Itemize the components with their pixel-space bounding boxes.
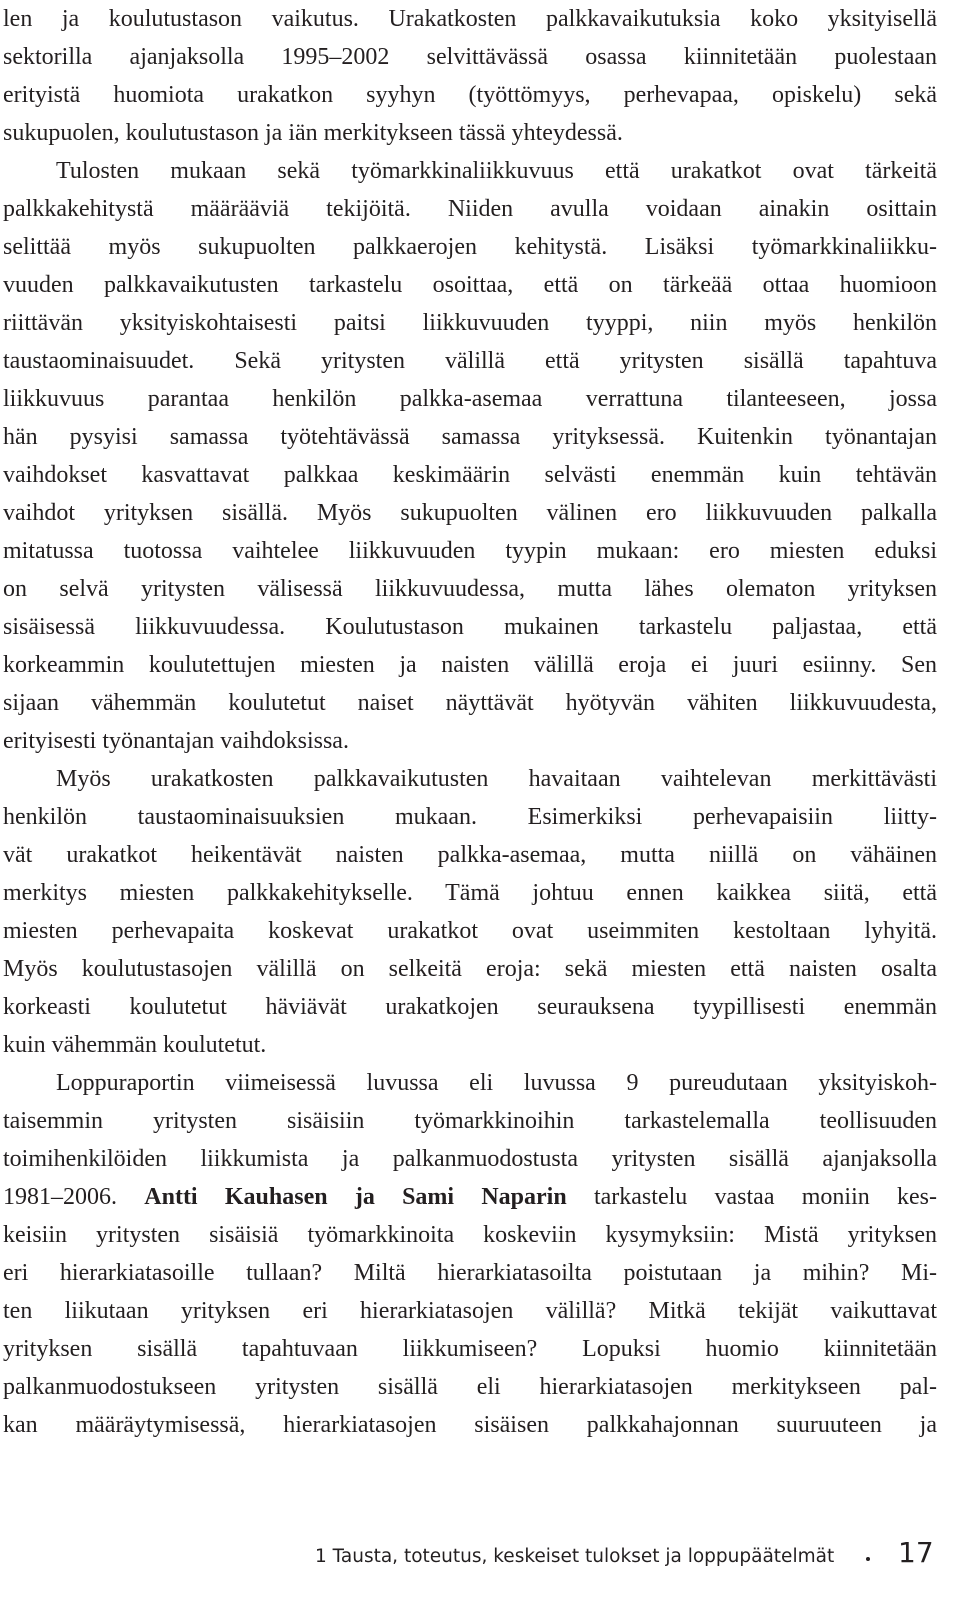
page-footer — [0, 1536, 960, 1576]
text-line-with-authors — [3, 1178, 937, 1216]
text-line: on selvä yritysten välisessä liikkuvuudessa, mutta lähes olematon yrityksen — [3, 576, 937, 602]
text-line: mitatussa tuotossa vaihtelee liikkuvuuden tyypin mukaan: ero miesten eduksi — [3, 538, 937, 564]
text-line: eri hierarkiatasoille tullaan? Miltä hierarkiatasoilta poistutaan ja mihin? Mi- — [3, 1260, 937, 1286]
text-line: toimihenkilöiden liikkumista ja palkanmuodostusta yritysten sisällä ajanjaksolla — [3, 1146, 937, 1172]
text-line: vuuden palkkavaikutusten tarkastelu osoittaa, että on tärkeää ottaa huomioon — [3, 272, 937, 298]
text-line: selittää myös sukupuolten palkkaerojen kehitystä. Lisäksi työmarkkinaliikku- — [3, 234, 937, 260]
text-line: merkitys miesten palkkakehitykselle. Tämä johtuu ennen kaikkea siitä, että — [3, 880, 937, 906]
author-names: Antti Kauhasen ja Sami Naparin — [144, 1184, 567, 1210]
text-line: hän pysyisi samassa työtehtävässä samassa yrityksessä. Kuitenkin työnantajan — [3, 424, 937, 450]
text-line: korkeammin koulutettujen miesten ja naisten välillä eroja ei juuri esiinny. Sen — [3, 652, 937, 678]
text-line: keisiin yritysten sisäisiä työmarkkinoita koskeviin kysymyksiin: Mistä yrityksen — [3, 1222, 937, 1248]
paragraph-first-line: Tulosten mukaan sekä työmarkkinaliikkuvuus että urakatkot ovat tärkeitä — [56, 158, 937, 184]
period-text: 1981–2006. — [3, 1184, 145, 1210]
text-line: taisemmin yritysten sisäisiin työmarkkinoihin tarkastelemalla teollisuuden — [3, 1108, 937, 1134]
text-line: vaihdot yrityksen sisällä. Myös sukupuolten välinen ero liikkuvuuden palkalla — [3, 500, 937, 526]
text-line: vaihdokset kasvattavat palkkaa keskimäärin selvästi enemmän kuin tehtävän — [3, 462, 937, 488]
text-line: ten liikutaan yrityksen eri hierarkiatasojen välillä? Mitkä tekijät vaikuttavat — [3, 1298, 937, 1324]
text-line: taustaominaisuudet. Sekä yritysten välillä että yritysten sisällä tapahtuva — [3, 348, 937, 374]
text-line: erityisesti työnantajan vaihdoksissa. — [3, 728, 349, 754]
text-line: yrityksen sisällä tapahtuvaan liikkumiseen? Lopuksi huomio kiinnitetään — [3, 1336, 937, 1362]
page-number: 17 — [898, 1536, 934, 1569]
text-line: korkeasti koulutetut häviävät urakatkojen seurauksena tyypillisesti enemmän — [3, 994, 937, 1020]
text-line: kuin vähemmän koulutetut. — [3, 1032, 267, 1058]
text-line: sukupuolen, koulutustason ja iän merkitykseen tässä yhteydessä. — [3, 120, 623, 146]
text-continuation: tarkastelu vastaa moniin kes- — [566, 1184, 937, 1210]
text-line: liikkuvuus parantaa henkilön palkka-asemaa verrattuna tilanteeseen, jossa — [3, 386, 937, 412]
running-title: 1 Tausta, toteutus, keskeiset tulokset ja loppupäätelmät — [315, 1546, 835, 1567]
paragraph-first-line: Loppuraportin viimeisessä luvussa eli luvussa 9 pureudutaan yksityiskoh- — [56, 1070, 937, 1096]
text-line: palkanmuodostukseen yritysten sisällä eli hierarkiatasojen merkitykseen pal- — [3, 1374, 937, 1400]
text-line: palkkakehitystä määrääviä tekijöitä. Niiden avulla voidaan ainakin osittain — [3, 196, 937, 222]
text-line: erityistä huomiota urakatkon syyhyn (työttömyys, perhevapaa, opiskelu) sekä — [3, 82, 937, 108]
text-line: sisäisessä liikkuvuudessa. Koulutustason mukainen tarkastelu paljastaa, että — [3, 614, 937, 640]
text-line: kan määräytymisessä, hierarkiatasojen sisäisen palkkahajonnan suuruuteen ja — [3, 1412, 937, 1438]
text-line: Myös koulutustasojen välillä on selkeitä eroja: sekä miesten että naisten osalta — [3, 956, 937, 982]
text-line: miesten perhevapaita koskevat urakatkot ovat useimmiten kestoltaan lyhyitä. — [3, 918, 937, 944]
text-line: len ja koulutustason vaikutus. Urakatkosten palkkavaikutuksia koko yksityisellä — [3, 6, 937, 32]
footer-separator-dot — [866, 1557, 870, 1561]
text-line: sektorilla ajanjaksolla 1995–2002 selvittävässä osassa kiinnitetään puolestaan — [3, 44, 937, 70]
text-line: riittävän yksityiskohtaisesti paitsi liikkuvuuden tyyppi, niin myös henkilön — [3, 310, 937, 336]
body-text — [3, 0, 937, 1444]
text-line: vät urakatkot heikentävät naisten palkka-asemaa, mutta niillä on vähäinen — [3, 842, 937, 868]
text-line: sijaan vähemmän koulutetut naiset näyttävät hyötyvän vähiten liikkuvuudesta, — [3, 690, 937, 716]
text-line: henkilön taustaominaisuuksien mukaan. Esimerkiksi perhevapaisiin liitty- — [3, 804, 937, 830]
paragraph-first-line: Myös urakatkosten palkkavaikutusten havaitaan vaihtelevan merkittävästi — [56, 766, 937, 792]
